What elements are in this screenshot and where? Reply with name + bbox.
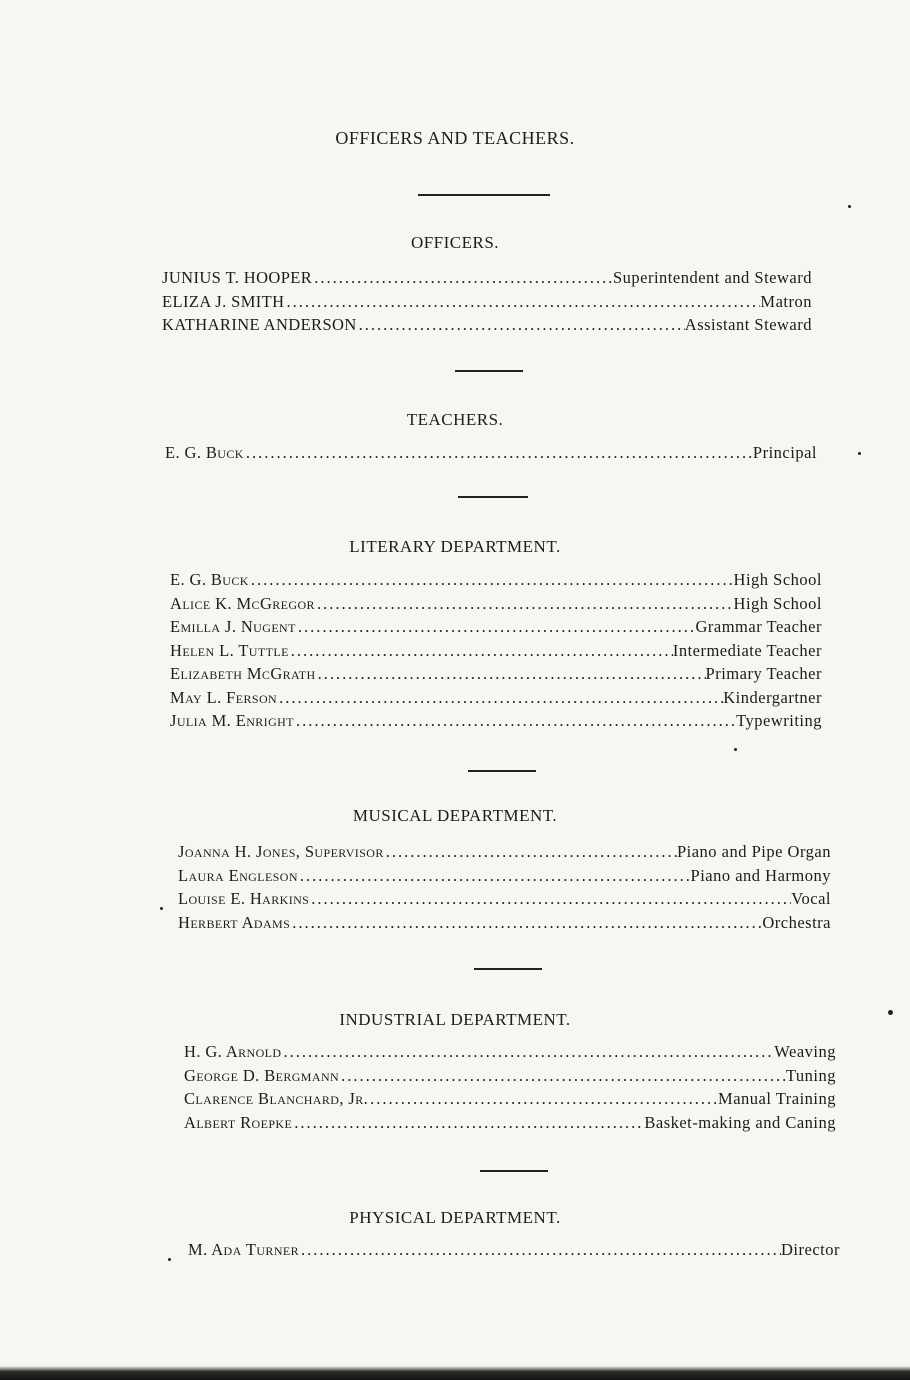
leader-dots xyxy=(357,315,685,335)
entry-role: Assistant Steward xyxy=(684,315,812,334)
list-item xyxy=(162,268,812,292)
leader-dots xyxy=(249,570,734,590)
entry-role: Vocal xyxy=(791,889,831,908)
section-heading-musical: MUSICAL DEPARTMENT. xyxy=(352,806,558,825)
leader-dots xyxy=(309,889,791,909)
entry-role: Basket-making and Caning xyxy=(644,1112,836,1132)
entry-role: Principal xyxy=(752,443,817,462)
entry-role: Tuning xyxy=(785,1065,836,1085)
leader-dots xyxy=(316,664,706,684)
entry-name: Julia M. Enright xyxy=(170,711,294,730)
entry-role: Primary Teacher xyxy=(705,664,822,683)
list-item xyxy=(170,594,822,618)
list-item xyxy=(178,842,831,866)
scan-speck xyxy=(734,748,737,751)
section-heading-industrial: INDUSTRIAL DEPARTMENT. xyxy=(339,1010,571,1029)
section-heading-teachers: TEACHERS. xyxy=(406,410,504,429)
scan-speck xyxy=(168,1258,171,1261)
entry-name: Laura Engleson xyxy=(178,865,298,885)
entry-role: High School xyxy=(733,593,822,613)
list-item xyxy=(178,889,831,913)
entry-name: E. G. Buck xyxy=(165,443,244,462)
list-item xyxy=(170,641,822,665)
leader-dots xyxy=(277,688,723,708)
entry-name: Joanna H. Jones, Supervisor xyxy=(178,842,384,861)
entry-role: Intermediate Teacher xyxy=(672,640,822,660)
industrial-list xyxy=(184,1042,836,1136)
leader-dots xyxy=(384,842,677,862)
scan-speck xyxy=(888,1010,893,1015)
musical-list xyxy=(178,842,831,936)
entry-name: Clarence Blanchard, Jr. xyxy=(184,1089,369,1108)
leader-dots xyxy=(312,268,613,288)
leader-dots xyxy=(339,1066,786,1086)
entry-role: Orchestra xyxy=(762,912,831,932)
entry-role: Director xyxy=(781,1240,840,1259)
physical-list xyxy=(188,1240,840,1264)
section-divider xyxy=(468,770,536,772)
list-item xyxy=(178,913,831,937)
entry-name: E. G. Buck xyxy=(170,570,249,589)
section-divider xyxy=(474,968,542,970)
list-item xyxy=(170,711,822,735)
entry-name: Elizabeth McGrath xyxy=(170,664,316,683)
leader-dots xyxy=(284,292,760,312)
list-item xyxy=(162,292,812,316)
officers-list xyxy=(162,268,812,339)
entry-name: ELIZA J. SMITH xyxy=(162,291,285,311)
list-item xyxy=(184,1042,836,1066)
section-divider xyxy=(480,1170,548,1172)
list-item xyxy=(165,443,817,467)
scan-speck xyxy=(858,452,861,455)
list-item xyxy=(162,315,812,339)
entry-role: Kindergartner xyxy=(723,687,822,707)
leader-dots xyxy=(281,1042,774,1062)
entry-role: High School xyxy=(733,570,822,589)
entry-role: Piano and Pipe Organ xyxy=(676,842,831,861)
list-item xyxy=(188,1240,840,1264)
leader-dots xyxy=(299,1240,781,1260)
list-item xyxy=(170,617,822,641)
leader-dots xyxy=(368,1089,718,1109)
leader-dots xyxy=(289,641,673,661)
entry-role: Typewriting xyxy=(736,711,822,730)
entry-name: Louise E. Harkins xyxy=(178,889,310,908)
list-item xyxy=(170,664,822,688)
list-item xyxy=(170,570,822,594)
leader-dots xyxy=(292,1113,644,1133)
section-heading-officers: OFFICERS. xyxy=(410,233,500,252)
entry-role: Weaving xyxy=(774,1042,836,1061)
entry-name: George D. Bergmann xyxy=(184,1065,340,1085)
list-item xyxy=(178,866,831,890)
entry-name: May L. Ferson xyxy=(170,687,278,707)
leader-dots xyxy=(296,617,696,637)
entry-name: KATHARINE ANDERSON xyxy=(162,315,357,334)
section-divider xyxy=(458,496,528,498)
leader-dots xyxy=(244,443,753,463)
title-divider xyxy=(418,194,550,196)
entry-role: Manual Training xyxy=(718,1089,836,1108)
entry-name: M. Ada Turner xyxy=(188,1240,300,1259)
leader-dots xyxy=(290,913,762,933)
section-heading-literary: LITERARY DEPARTMENT. xyxy=(349,537,561,556)
literary-list xyxy=(170,570,822,735)
leader-dots xyxy=(298,866,691,886)
list-item xyxy=(184,1113,836,1137)
entry-name: H. G. Arnold xyxy=(184,1042,282,1061)
section-heading-physical: PHYSICAL DEPARTMENT. xyxy=(349,1208,561,1227)
entry-name: Herbert Adams xyxy=(178,912,291,932)
entry-role: Grammar Teacher xyxy=(695,617,822,636)
leader-dots xyxy=(294,711,736,731)
section-divider xyxy=(455,370,523,372)
scan-speck xyxy=(160,907,163,910)
entry-name: JUNIUS T. HOOPER xyxy=(162,268,313,287)
scan-speck xyxy=(848,205,851,208)
entry-name: Alice K. McGregor xyxy=(170,593,315,613)
entry-name: Emilla J. Nugent xyxy=(170,617,296,636)
entry-role: Superintendent and Steward xyxy=(612,268,812,287)
teachers-list xyxy=(165,443,817,467)
list-item xyxy=(184,1089,836,1113)
leader-dots xyxy=(315,594,734,614)
list-item xyxy=(184,1066,836,1090)
scan-edge-shadow xyxy=(0,1366,910,1380)
entry-role: Matron xyxy=(760,291,812,311)
page-title: OFFICERS AND TEACHERS. xyxy=(335,128,575,148)
entry-role: Piano and Harmony xyxy=(690,865,831,885)
list-item xyxy=(170,688,822,712)
entry-name: Albert Roepke xyxy=(184,1112,293,1132)
entry-name: Helen L. Tuttle xyxy=(170,640,289,660)
